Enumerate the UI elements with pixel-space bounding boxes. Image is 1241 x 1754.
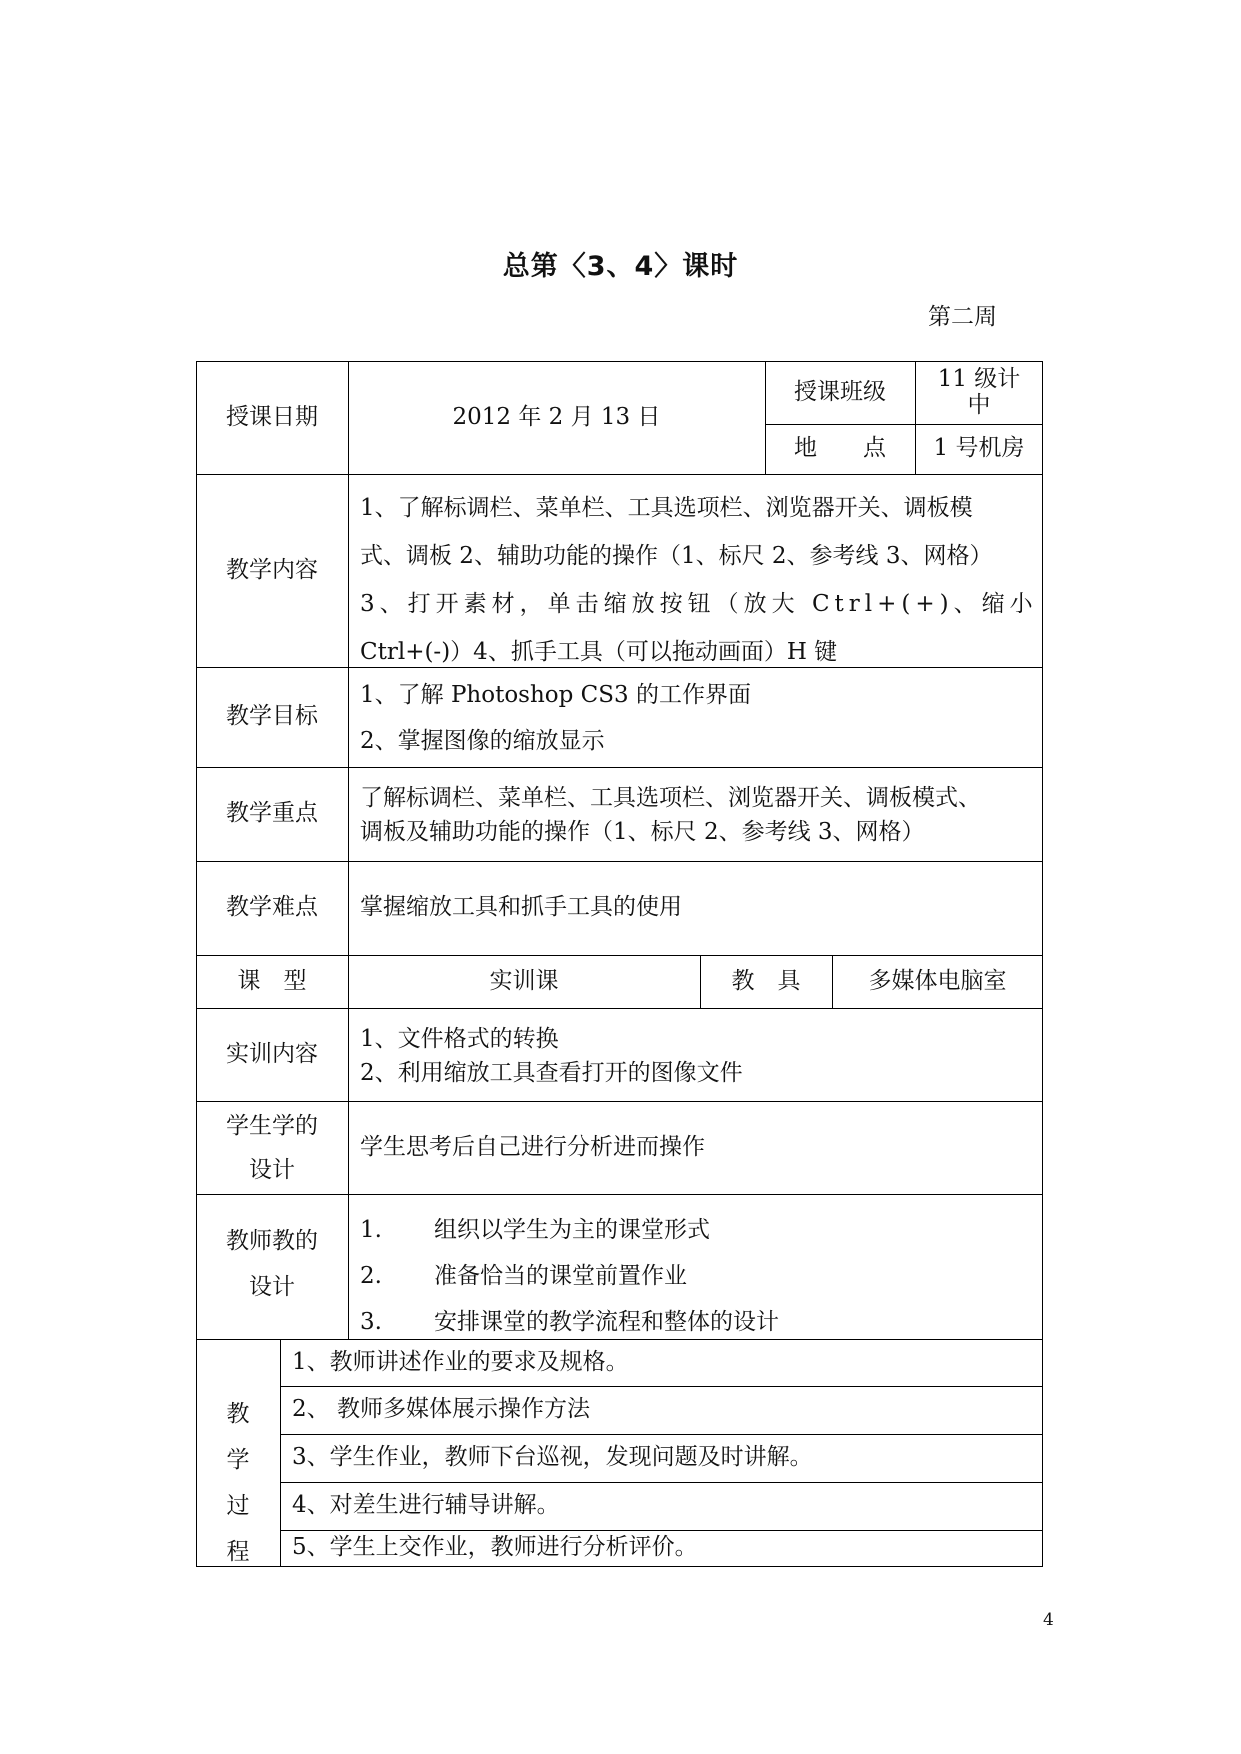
goal-label: 教学目标 (226, 703, 318, 730)
column-divider (348, 361, 349, 1339)
date-value: 2012 年 2 月 13 日 (452, 403, 661, 430)
student-value: 学生思考后自己进行分析进而操作 (360, 1133, 705, 1160)
page-title: 总第〈3、4〉课时 (502, 251, 739, 282)
process-label (196, 1391, 280, 1575)
key-text (360, 781, 981, 849)
class-label: 授课班级 (794, 378, 886, 405)
content-line: 1、了解标调栏、菜单栏、工具选项栏、浏览器开关、调板模 (360, 495, 973, 521)
type-label: 课 型 (237, 967, 307, 994)
teacher-item (360, 1257, 687, 1290)
process-label-char: 学 (226, 1447, 250, 1473)
teacher-label (196, 1194, 348, 1339)
teacher-item-text: 组织以学生为主的课堂形式 (434, 1217, 710, 1243)
content-line: 3、打开素材，单击缩放按钮（放大 Ctrl+(+)、缩小 (360, 591, 1038, 617)
column-divider (280, 1339, 281, 1567)
type-value: 实训课 (489, 967, 559, 994)
student-label-line: 学生学的 (226, 1113, 318, 1139)
teacher-item-text: 准备恰当的课堂前置作业 (434, 1263, 687, 1289)
goal-line: 2、掌握图像的缩放显示 (360, 728, 605, 754)
teacher-label-line: 设计 (249, 1274, 295, 1300)
process-label-char: 过 (226, 1493, 250, 1519)
content-line: Ctrl+(-)）4、抓手工具（可以拖动画面）H 键 (360, 639, 838, 665)
place-value: 1 号机房 (933, 435, 1025, 462)
tools-value: 多媒体电脑室 (868, 967, 1007, 994)
teacher-item-num: 3. (360, 1309, 382, 1335)
content-text (360, 484, 1038, 676)
practice-line: 2、利用缩放工具查看打开的图像文件 (360, 1060, 743, 1086)
week-label: 第二周 (928, 304, 997, 330)
key-line: 了解标调栏、菜单栏、工具选项栏、浏览器开关、调板模式、 (360, 785, 981, 811)
date-label: 授课日期 (226, 403, 318, 430)
goal-text (360, 672, 751, 764)
teacher-item-num: 2. (360, 1263, 382, 1289)
key-line: 调板及辅助功能的操作（1、标尺 2、参考线 3、网格） (360, 819, 925, 845)
class-value-line2: 中 (967, 392, 991, 419)
difficulty-value: 掌握缩放工具和抓手工具的使用 (360, 894, 682, 921)
teacher-label-line: 教师教的 (226, 1228, 318, 1254)
goal-line: 1、了解 Photoshop CS3 的工作界面 (360, 682, 751, 708)
tools-label: 教 具 (731, 967, 801, 994)
practice-label: 实训内容 (226, 1040, 318, 1067)
student-label (196, 1101, 348, 1194)
process-step: 2、 教师多媒体展示操作方法 (292, 1396, 590, 1423)
process-step: 5、学生上交作业，教师进行分析评价。 (292, 1534, 698, 1561)
content-line: 式、调板 2、辅助功能的操作（1、标尺 2、参考线 3、网格） (360, 543, 993, 569)
teacher-item-text: 安排课堂的教学流程和整体的设计 (434, 1309, 779, 1335)
process-step: 3、学生作业，教师下台巡视，发现问题及时讲解。 (292, 1444, 813, 1471)
process-label-char: 程 (226, 1539, 250, 1565)
practice-line: 1、文件格式的转换 (360, 1026, 559, 1052)
practice-text (360, 1022, 743, 1090)
place-label: 地 点 (794, 435, 886, 462)
class-value (915, 361, 1043, 424)
process-step: 1、教师讲述作业的要求及规格。 (292, 1348, 629, 1375)
page-number: 4 (1043, 1610, 1054, 1630)
teacher-item (360, 1303, 779, 1336)
process-step: 4、对差生进行辅导讲解。 (292, 1492, 560, 1519)
key-label: 教学重点 (226, 800, 318, 827)
student-label-line: 设计 (249, 1157, 295, 1183)
process-label-char: 教 (226, 1401, 250, 1427)
class-value-line1: 11 级计 (937, 366, 1021, 392)
teacher-item-num: 1. (360, 1217, 382, 1243)
teacher-item (360, 1211, 710, 1244)
content-label: 教学内容 (226, 556, 318, 583)
difficulty-label: 教学难点 (226, 894, 318, 921)
